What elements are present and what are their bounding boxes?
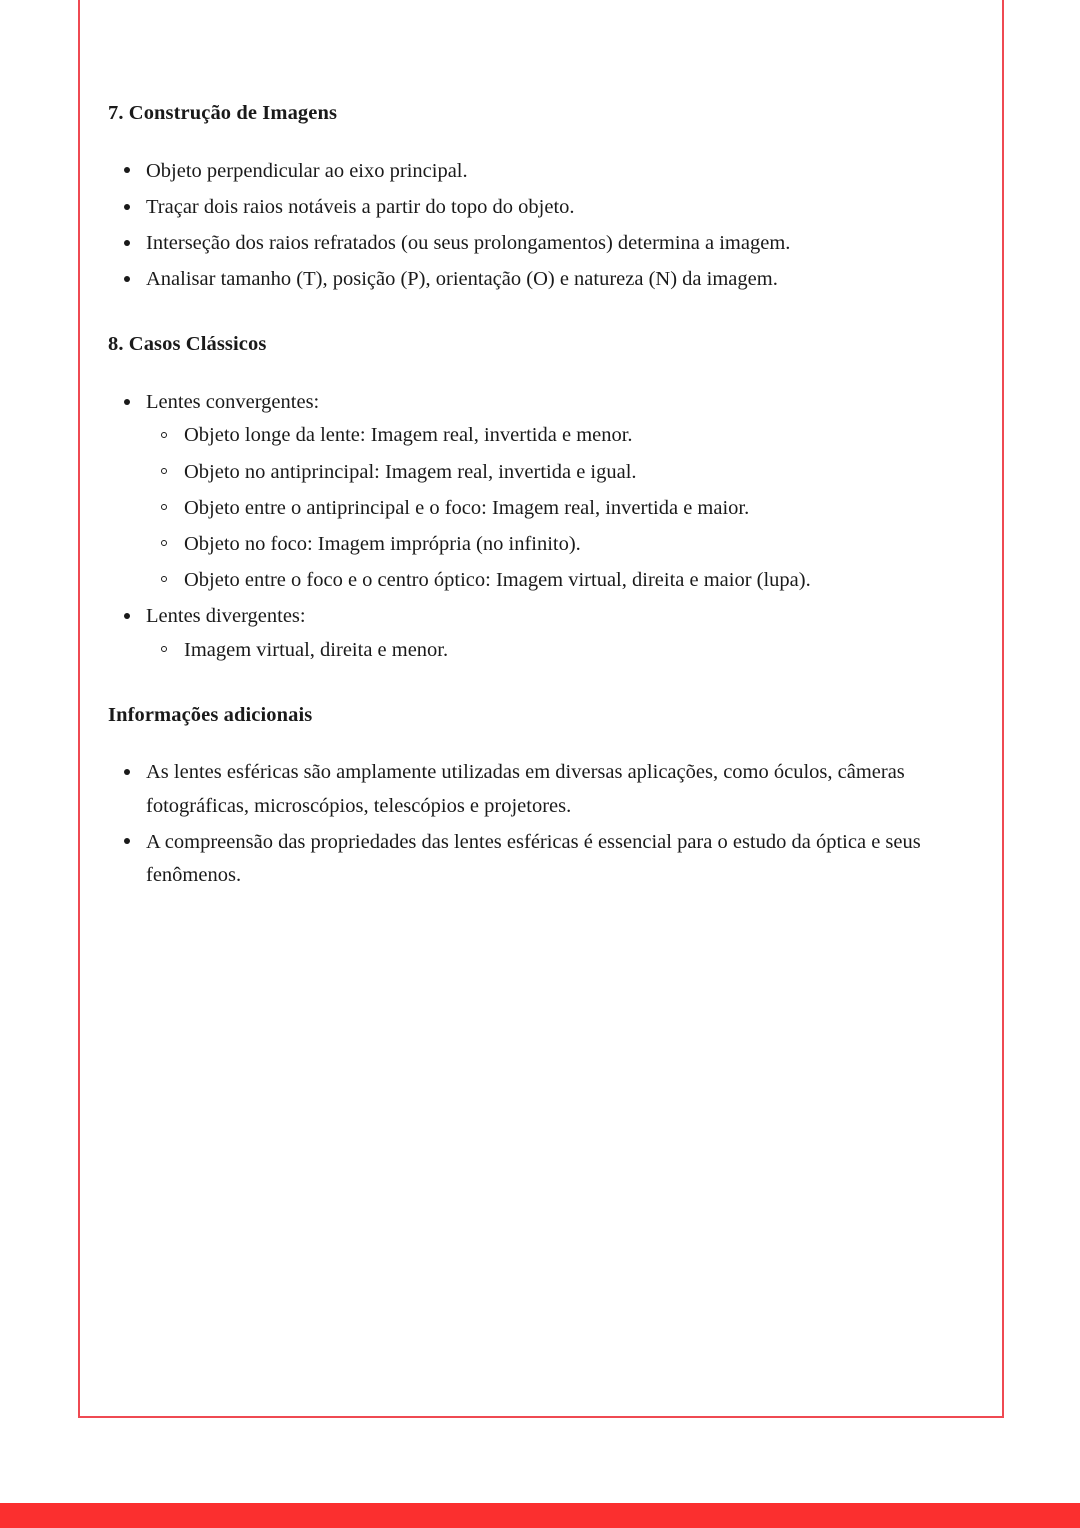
list-item [108, 756, 980, 822]
list-item [108, 386, 980, 597]
bullet-disc-icon [124, 838, 130, 844]
list-item-label: Objeto perpendicular ao eixo principal. [146, 159, 468, 182]
bottom-accent-bar [0, 1503, 1080, 1528]
list-item-label: Traçar dois raios notáveis a partir do topo do objeto. [146, 195, 575, 218]
list-item-label: Interseção dos raios refratados (ou seus prolongamentos) determina a imagem. [146, 232, 791, 255]
bullet-disc-icon [124, 399, 130, 405]
list-item [108, 191, 980, 224]
list-item-label: Objeto entre o foco e o centro óptico: Imagem virtual, direita e maior (lupa). [184, 569, 811, 592]
list-item [108, 826, 980, 892]
list-item [108, 155, 980, 188]
spacer [108, 670, 980, 702]
list-construcao-de-imagens [108, 155, 980, 297]
bullet-circle-icon [161, 576, 167, 582]
bullet-disc-icon [124, 204, 130, 210]
sublist-lentes-convergentes [146, 419, 980, 597]
spacer [108, 127, 980, 155]
list-item [146, 456, 980, 489]
section-heading-casos-classicos: 8. Casos Clássicos [108, 333, 267, 356]
list-item-label: Objeto no foco: Imagem imprópria (no infinito). [184, 532, 581, 555]
list-item-label: Objeto no antiprincipal: Imagem real, invertida e igual. [184, 460, 637, 483]
list-item [146, 564, 980, 597]
list-item-label: A compreensão das propriedades das lentes esféricas é essencial para o estudo da óptica e seus fenômenos. [146, 830, 921, 886]
spacer [108, 728, 980, 756]
list-item-label: Analisar tamanho (T), posição (P), orientação (O) e natureza (N) da imagem. [146, 268, 778, 291]
document-content [108, 100, 980, 895]
spacer [108, 358, 980, 386]
spacer [108, 299, 980, 331]
list-item [146, 634, 980, 667]
bullet-disc-icon [124, 769, 130, 775]
list-item [146, 492, 980, 525]
list-item [146, 528, 980, 561]
list-casos-classicos [108, 386, 980, 667]
list-item [108, 227, 980, 260]
bullet-circle-icon [161, 468, 167, 474]
list-item-label: As lentes esféricas são amplamente utilizadas em diversas aplicações, como óculos, câmeras fotográficas, microscópios, telescópios e projetores. [146, 761, 905, 817]
bullet-circle-icon [161, 432, 167, 438]
list-item [108, 600, 980, 666]
list-item [108, 263, 980, 296]
section-heading-informacoes-adicionais: Informações adicionais [108, 703, 313, 726]
bullet-circle-icon [161, 646, 167, 652]
list-informacoes-adicionais [108, 756, 980, 892]
bullet-disc-icon [124, 240, 130, 246]
list-item-label: Objeto entre o antiprincipal e o foco: Imagem real, invertida e maior. [184, 496, 750, 519]
list-item-label: Lentes convergentes: [146, 391, 320, 414]
section-heading-construcao-de-imagens: 7. Construção de Imagens [108, 102, 338, 124]
list-item-label: Imagem virtual, direita e menor. [184, 638, 449, 661]
bullet-disc-icon [124, 276, 130, 282]
list-item-label: Lentes divergentes: [146, 605, 306, 628]
bullet-disc-icon [124, 613, 130, 619]
list-item [146, 419, 980, 452]
bullet-circle-icon [161, 504, 167, 510]
bullet-disc-icon [124, 167, 130, 173]
bullet-circle-icon [161, 540, 167, 546]
sublist-lentes-divergentes [146, 634, 980, 667]
list-item-label: Objeto longe da lente: Imagem real, invertida e menor. [184, 424, 633, 447]
